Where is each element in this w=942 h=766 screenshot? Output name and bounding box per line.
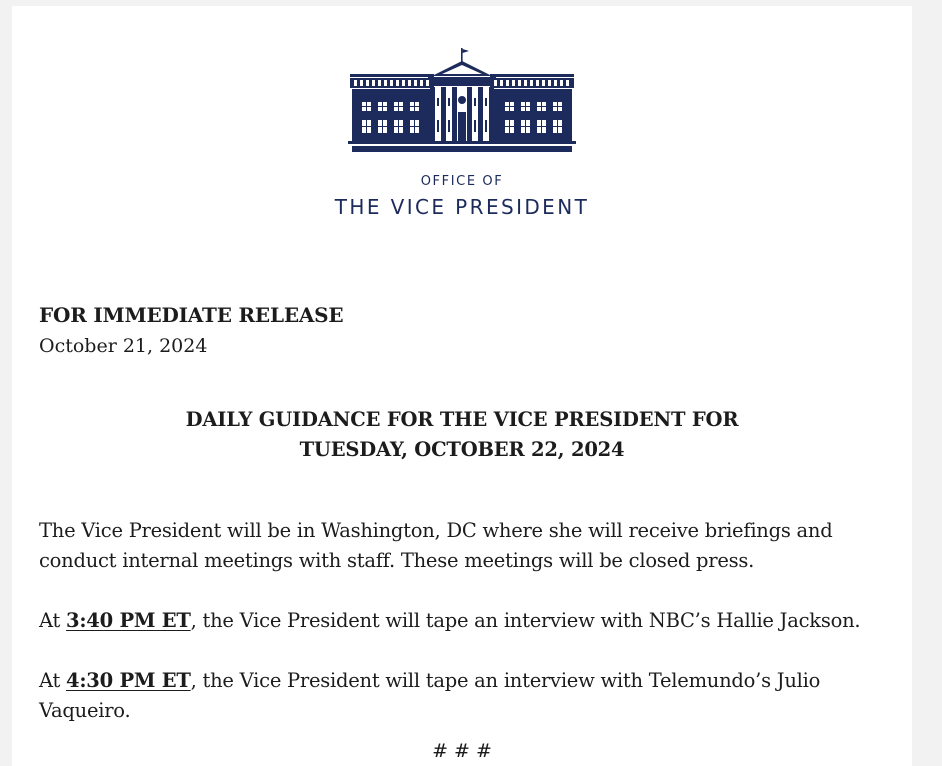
release-date: October 21, 2024 (39, 335, 208, 357)
schedule-paragraph-3 (39, 666, 889, 726)
schedule-paragraph-2 (39, 606, 889, 636)
paragraph-prefix: At (39, 609, 67, 632)
schedule-paragraph-1: The Vice President will be in Washington, DC where she will receive briefings and conduct internal meetings with staff. These meetings will be closed press. (39, 519, 833, 572)
paragraph-prefix: At (39, 669, 67, 692)
vice-president-title: THE VICE PRESIDENT (334, 195, 590, 219)
paragraph-text: , the Vice President will tape an interview with NBC’s Hallie Jackson. (190, 609, 861, 632)
guidance-heading-line1: DAILY GUIDANCE FOR THE VICE PRESIDENT FOR (185, 408, 739, 431)
press-release-page (12, 6, 912, 766)
event-time-1: 3:40 PM ET (66, 609, 191, 632)
event-time-2: 4:30 PM ET (66, 669, 191, 692)
white-house-logo-icon (348, 48, 576, 154)
paragraph-text: , the Vice President will tape an interview with Telemundo’s Julio Vaqueiro. (39, 669, 821, 722)
guidance-heading-line2: TUESDAY, OCTOBER 22, 2024 (299, 438, 625, 461)
immediate-release-label: FOR IMMEDIATE RELEASE (39, 303, 344, 327)
office-of-label: OFFICE OF (420, 174, 504, 189)
end-mark: # # # (432, 740, 492, 762)
